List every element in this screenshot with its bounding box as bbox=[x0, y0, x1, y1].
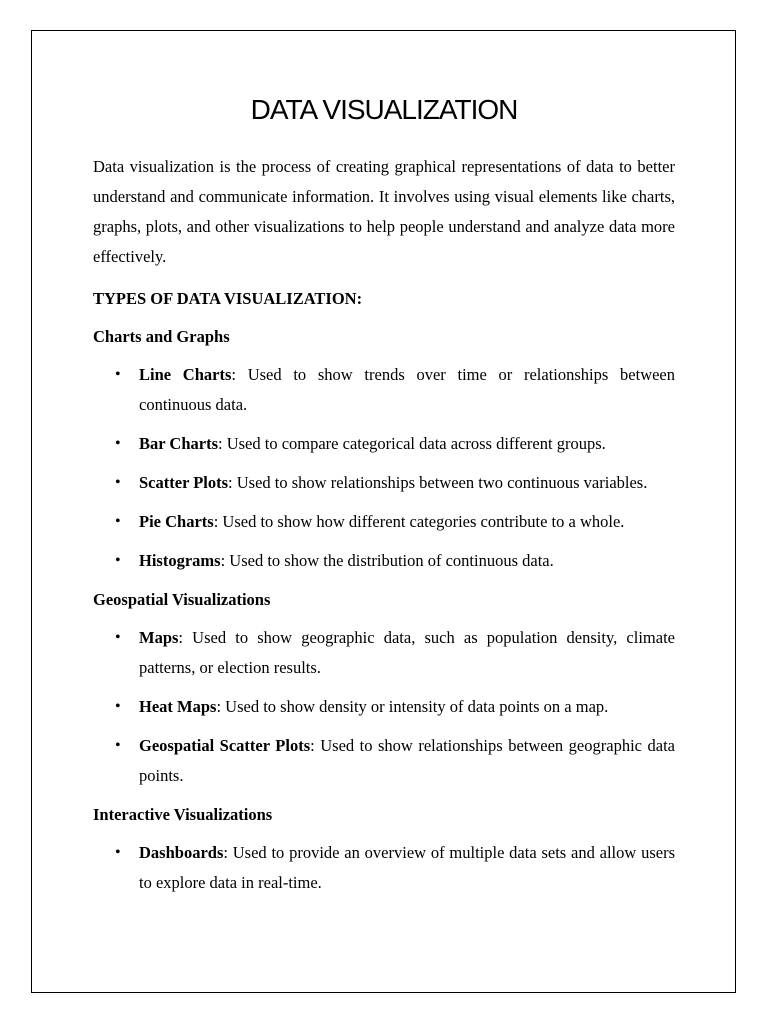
charts-and-graphs-list bbox=[93, 360, 675, 576]
section-heading-charts-and-graphs: Charts and Graphs bbox=[93, 327, 230, 346]
list-item bbox=[93, 429, 675, 459]
bullet-icon: • bbox=[115, 435, 121, 452]
section-heading-interactive-visualizations: Interactive Visualizations bbox=[93, 805, 273, 824]
intro-paragraph: Data visualization is the process of creating graphical representations of data to better understand and communicate information. It involves using visual elements like charts, graphs, plots, and other visualizations to help people understand and analyze data more effectively. bbox=[93, 157, 675, 266]
list-item bbox=[93, 731, 675, 791]
item-desc: : Used to show trends over time or relationships between continuous data. bbox=[139, 365, 676, 414]
bullet-icon: • bbox=[115, 737, 121, 754]
item-term: Scatter Plots bbox=[139, 473, 229, 492]
list-item bbox=[93, 507, 675, 537]
interactive-visualizations-list bbox=[93, 838, 675, 898]
bullet-icon: • bbox=[115, 366, 121, 383]
bullet-icon: • bbox=[115, 698, 121, 715]
item-desc: : Used to show relationships between geographic data points. bbox=[139, 736, 675, 785]
list-item bbox=[93, 838, 675, 898]
document-title: DATA VISUALIZATION bbox=[250, 94, 518, 125]
item-term: Histograms bbox=[139, 551, 221, 570]
geospatial-visualizations-list bbox=[93, 623, 675, 791]
list-item bbox=[93, 623, 675, 683]
item-term: Geospatial Scatter Plots bbox=[139, 736, 311, 755]
list-item bbox=[93, 360, 675, 420]
section-heading-geospatial-visualizations: Geospatial Visualizations bbox=[93, 590, 271, 609]
item-term: Bar Charts bbox=[139, 434, 218, 453]
bullet-icon: • bbox=[115, 513, 121, 530]
document-content bbox=[93, 90, 675, 907]
item-desc: : Used to provide an overview of multiple data sets and allow users to explore data in real-time. bbox=[139, 843, 675, 892]
item-desc: : Used to show density or intensity of data points on a map. bbox=[216, 697, 609, 716]
item-term: Heat Maps bbox=[139, 697, 217, 716]
item-term: Dashboards bbox=[139, 843, 224, 862]
item-desc: : Used to compare categorical data across different groups. bbox=[218, 434, 606, 453]
item-desc: : Used to show relationships between two continuous variables. bbox=[228, 473, 648, 492]
list-item bbox=[93, 692, 675, 722]
item-term: Maps bbox=[139, 628, 179, 647]
bullet-icon: • bbox=[115, 844, 121, 861]
list-item bbox=[93, 468, 675, 498]
list-item bbox=[93, 546, 675, 576]
types-heading: TYPES OF DATA VISUALIZATION: bbox=[93, 289, 363, 308]
item-desc: : Used to show geographic data, such as population density, climate patterns, or election results. bbox=[139, 628, 675, 677]
item-desc: : Used to show the distribution of continuous data. bbox=[220, 551, 554, 570]
bullet-icon: • bbox=[115, 474, 121, 491]
bullet-icon: • bbox=[115, 629, 121, 646]
bullet-icon: • bbox=[115, 552, 121, 569]
item-term: Pie Charts bbox=[139, 512, 214, 531]
item-term: Line Charts bbox=[139, 365, 232, 384]
item-desc: : Used to show how different categories contribute to a whole. bbox=[213, 512, 625, 531]
